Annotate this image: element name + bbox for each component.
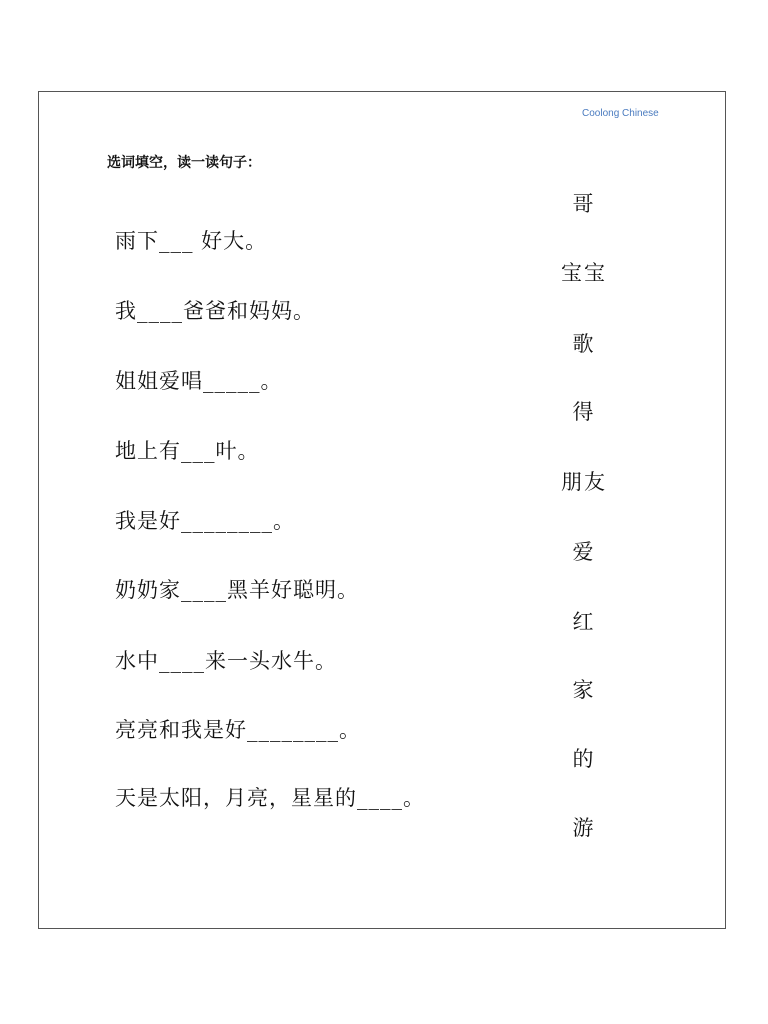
sentence-1: 雨下___ 好大。 — [115, 229, 268, 253]
sentence-7: 水中____来一头水牛。 — [115, 649, 337, 673]
instructions-heading: 选词填空，读一读句子： — [107, 155, 261, 171]
word-bank-item: 哥 — [572, 192, 596, 216]
word-bank-item: 得 — [572, 400, 596, 424]
word-bank-item: 红 — [572, 610, 596, 634]
word-bank-item: 的 — [572, 747, 596, 771]
sentence-5: 我是好________。 — [115, 509, 295, 533]
sentence-9: 天是太阳，月亮，星星的____。 — [115, 786, 425, 810]
worksheet-page — [38, 91, 726, 929]
word-bank-item: 爱 — [572, 540, 596, 564]
sentence-4: 地上有___叶。 — [115, 439, 260, 463]
sentence-6: 奶奶家____黑羊好聪明。 — [115, 578, 359, 602]
word-bank-item: 歌 — [572, 332, 596, 356]
word-bank-item: 朋友 — [561, 470, 607, 494]
word-bank-item: 宝宝 — [561, 261, 607, 285]
sentence-2: 我____爸爸和妈妈。 — [115, 299, 315, 323]
word-bank-item: 家 — [572, 678, 596, 702]
word-bank-item: 游 — [572, 816, 596, 840]
sentence-3: 姐姐爱唱_____。 — [115, 369, 283, 393]
brand-label: Coolong Chinese — [582, 108, 659, 119]
sentence-8: 亮亮和我是好________。 — [115, 718, 361, 742]
